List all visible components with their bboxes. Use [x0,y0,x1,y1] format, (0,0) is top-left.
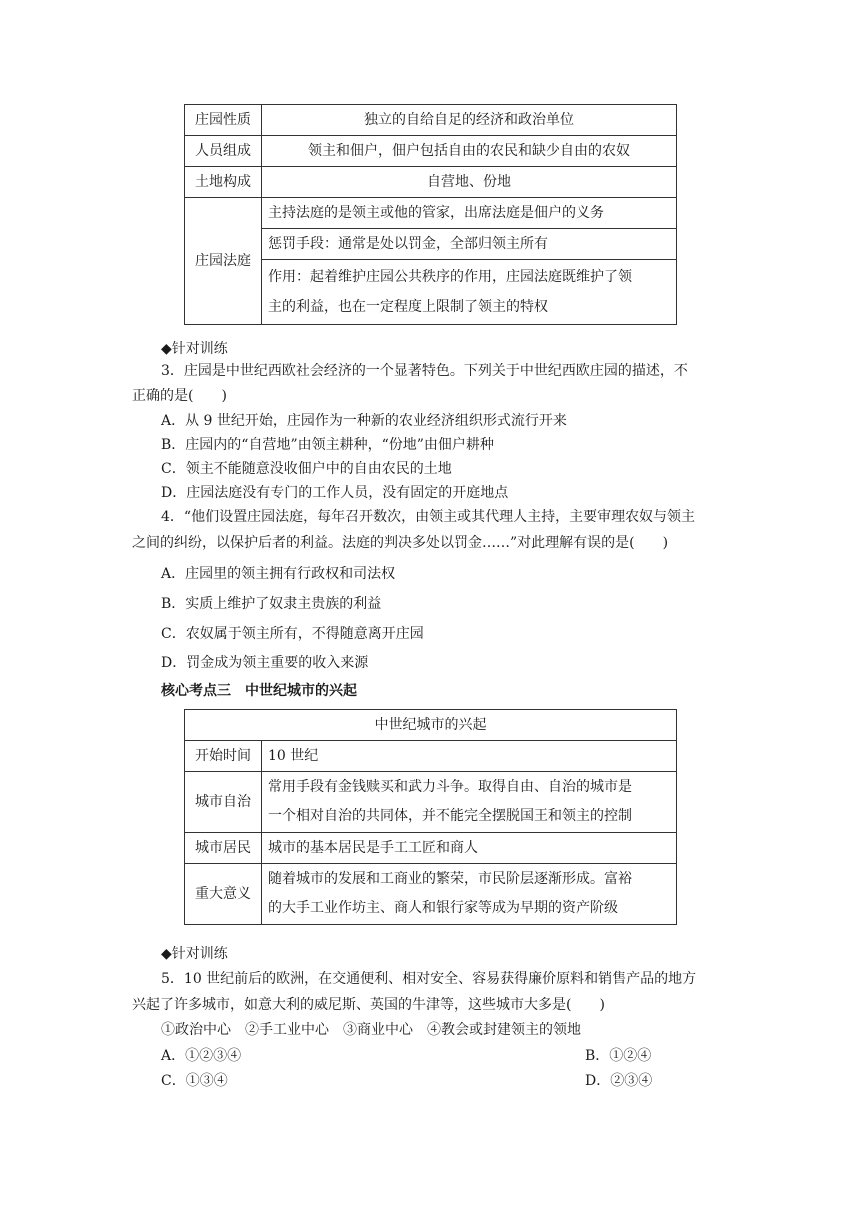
row-label: 庄园法庭 [185,198,262,325]
question-5-stem-cont: 兴起了许多城市，如意大利的威尼斯、英国的牛津等，这些城市大多是( ) [132,997,605,1013]
option-c: C．领主不能随意没收佃户中的自由农民的土地 [161,461,452,477]
row-value [262,864,677,925]
section-heading: ◆针对训练 [161,946,228,962]
table-row [185,864,677,925]
row-label: 人员组成 [185,136,262,167]
table-row [185,105,677,136]
section-heading: ◆针对训练 [161,341,228,357]
question-4-stem: 4．“他们设置庄园法庭，每年召开数次，由领主或其代理人主持，主要审理农奴与领主 [161,509,696,525]
court-cell [262,260,677,325]
row-label: 土地构成 [185,167,262,198]
option-a: A．庄园里的领主拥有行政权和司法权 [161,566,396,582]
court-cell: 主持法庭的是领主或他的管家，出席法庭是佃户的义务 [262,198,677,229]
question-3-stem-cont: 正确的是( ) [132,388,227,404]
option-b: B．①②④ [585,1048,652,1064]
option-b: B．庄园内的“自营地”由领主耕种，“份地”由佃户耕种 [161,437,494,453]
row-label: 重大意义 [185,864,262,925]
table-row [185,167,677,198]
row-value: 10 世纪 [262,741,677,772]
row-value [262,772,677,833]
table-row [185,741,677,772]
cell-line: 随着城市的发展和工商业的繁荣，市民阶层逐渐形成。富裕 [268,871,632,887]
option-c: C．①③④ [161,1073,228,1089]
option-b: B．实质上维护了奴隶主贵族的利益 [161,596,382,612]
option-a: A．①②③④ [161,1048,242,1064]
option-d: D．②③④ [585,1073,653,1089]
row-value: 城市的基本居民是手工工匠和商人 [262,833,677,864]
court-line: 作用：起着维护庄园公共秩序的作用，庄园法庭既维护了领 [268,269,632,285]
question-5-stem: 5．10 世纪前后的欧洲，在交通便利、相对安全、容易获得廉价原料和销售产品的地方 [161,971,697,987]
manor-table [184,104,677,325]
option-a: A．从 9 世纪开始，庄园作为一种新的农业经济组织形式流行开来 [161,413,567,429]
table-row [185,833,677,864]
table-row [185,772,677,833]
cell-line: 一个相对自治的共同体，并不能完全摆脱国王和领主的控制 [268,808,632,824]
city-table [184,709,677,925]
row-label: 城市居民 [185,833,262,864]
table-row [185,198,677,229]
table-row [185,136,677,167]
row-value: 自营地、份地 [262,167,677,198]
table-row [185,710,677,741]
cell-line: 的大手工业作坊主、商人和银行家等成为早期的资产阶级 [268,900,618,916]
cell-line: 常用手段有金钱赎买和武力斗争。取得自由、自治的城市是 [268,779,632,795]
core-point-heading: 核心考点三 中世纪城市的兴起 [161,683,357,699]
question-3-stem: 3．庄园是中世纪西欧社会经济的一个显著特色。下列关于中世纪西欧庄园的描述，不 [161,363,688,379]
question-5-items: ①政治中心 ②手工业中心 ③商业中心 ④教会或封建领主的领地 [161,1022,581,1038]
row-label: 庄园性质 [185,105,262,136]
row-label: 城市自治 [185,772,262,833]
option-c: C．农奴属于领主所有，不得随意离开庄园 [161,626,424,642]
court-cell: 惩罚手段：通常是处以罚金，全部归领主所有 [262,229,677,260]
row-value: 领主和佃户，佃户包括自由的农民和缺少自由的农奴 [262,136,677,167]
table-title: 中世纪城市的兴起 [185,710,677,741]
court-line: 主的利益，也在一定程度上限制了领主的特权 [268,299,548,315]
question-4-stem-cont: 之间的纠纷，以保护后者的利益。法庭的判决多处以罚金……”对此理解有误的是( ) [132,535,669,551]
option-d: D．庄园法庭没有专门的工作人员，没有固定的开庭地点 [161,485,509,501]
row-label: 开始时间 [185,741,262,772]
option-d: D．罚金成为领主重要的收入来源 [161,655,369,671]
row-value: 独立的自给自足的经济和政治单位 [262,105,677,136]
